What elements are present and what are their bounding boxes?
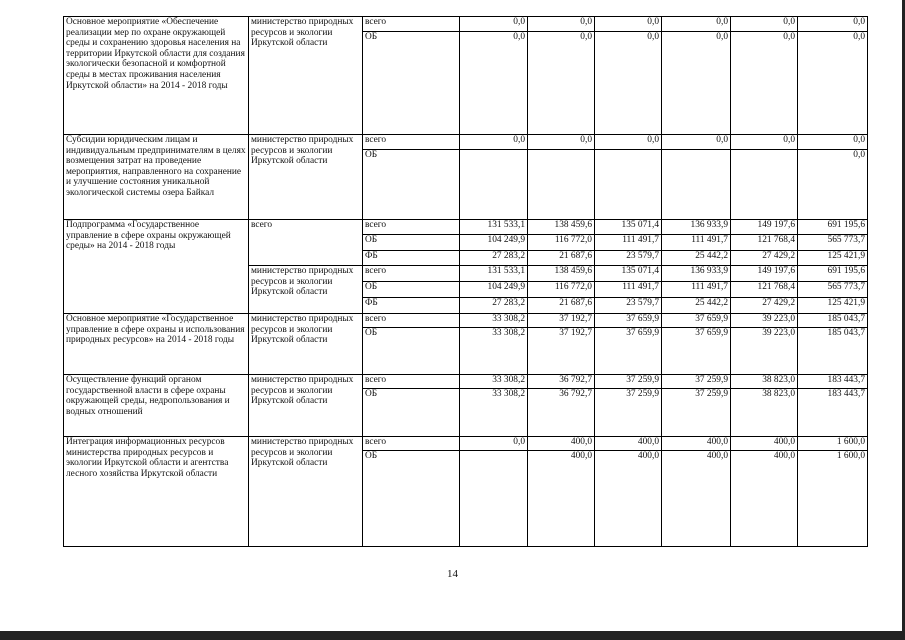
amount-cell: 0,0	[460, 135, 528, 150]
funding-source-cell: ОБ	[363, 32, 460, 135]
amount-cell: 0,0	[595, 17, 662, 32]
amount-cell: 400,0	[528, 437, 595, 451]
amount-cell: 23 579,7	[595, 298, 662, 314]
amount-cell: 136 933,9	[662, 266, 731, 282]
amount-cell: 37 659,9	[662, 314, 731, 328]
amount-cell	[460, 451, 528, 547]
page-border-bottom	[0, 631, 905, 640]
amount-cell: 39 223,0	[731, 314, 798, 328]
amount-cell: 400,0	[528, 451, 595, 547]
program-name-cell: Подпрограмма «Государственное управление в сфере охраны окружающей среды» на 2014 - 2018 годы	[64, 220, 249, 314]
amount-cell: 111 491,7	[595, 235, 662, 251]
program-name-cell: Основное мероприятие «Государственное управление в сфере охраны и использования природных ресурсов» на 2014 - 2018 годы	[64, 314, 249, 375]
amount-cell: 0,0	[460, 17, 528, 32]
amount-cell: 0,0	[798, 135, 868, 150]
amount-cell: 0,0	[595, 135, 662, 150]
budget-table	[63, 16, 868, 547]
amount-cell: 38 823,0	[731, 375, 798, 389]
amount-cell: 0,0	[798, 17, 868, 32]
amount-cell: 0,0	[798, 32, 868, 135]
amount-cell: 135 071,4	[595, 266, 662, 282]
amount-cell: 36 792,7	[528, 389, 595, 437]
amount-cell: 125 421,9	[798, 251, 868, 266]
amount-cell: 39 223,0	[731, 328, 798, 375]
amount-cell: 33 308,2	[460, 389, 528, 437]
amount-cell: 37 192,7	[528, 328, 595, 375]
amount-cell	[595, 150, 662, 220]
amount-cell: 1 600,0	[798, 451, 868, 547]
program-name-cell: Осуществление функций органом государственной власти в сфере охраны окружающей среды, недропользования и водных отношений	[64, 375, 249, 437]
executor-cell: министерство природных ресурсов и экологии Иркутской области	[249, 17, 363, 135]
amount-cell	[460, 150, 528, 220]
amount-cell: 0,0	[731, 17, 798, 32]
amount-cell: 111 491,7	[595, 282, 662, 298]
amount-cell: 104 249,9	[460, 282, 528, 298]
amount-cell: 0,0	[662, 135, 731, 150]
amount-cell: 0,0	[662, 17, 731, 32]
amount-cell: 400,0	[595, 437, 662, 451]
amount-cell: 0,0	[528, 135, 595, 150]
amount-cell: 0,0	[528, 17, 595, 32]
funding-source-cell: всего	[363, 375, 460, 389]
program-name-cell: Интеграция информационных ресурсов министерства природных ресурсов и экологии Иркутской области и агентства лесного хозяйства Иркутской области	[64, 437, 249, 547]
executor-cell: министерство природных ресурсов и экологии Иркутской области	[249, 375, 363, 437]
amount-cell	[528, 150, 595, 220]
page-number: 14	[447, 568, 458, 580]
amount-cell: 27 429,2	[731, 298, 798, 314]
amount-cell: 25 442,2	[662, 251, 731, 266]
funding-source-cell: всего	[363, 135, 460, 150]
amount-cell: 149 197,6	[731, 220, 798, 235]
funding-source-cell: ФБ	[363, 298, 460, 314]
program-name-cell: Субсидии юридическим лицам и индивидуальным предпринимателям в целях возмещения затрат на проведение мероприятия, направленного на сохранение и улучшение состояния уникальной экологической системы озера Байкал	[64, 135, 249, 220]
amount-cell	[731, 150, 798, 220]
amount-cell: 0,0	[662, 32, 731, 135]
amount-cell: 33 308,2	[460, 314, 528, 328]
amount-cell: 23 579,7	[595, 251, 662, 266]
amount-cell: 116 772,0	[528, 282, 595, 298]
amount-cell: 400,0	[595, 451, 662, 547]
amount-cell: 400,0	[731, 437, 798, 451]
amount-cell: 0,0	[595, 32, 662, 135]
table-row	[64, 437, 868, 451]
amount-cell: 138 459,6	[528, 266, 595, 282]
amount-cell: 21 687,6	[528, 251, 595, 266]
funding-source-cell: всего	[363, 266, 460, 282]
amount-cell: 27 283,2	[460, 251, 528, 266]
amount-cell: 0,0	[460, 437, 528, 451]
table-row	[64, 135, 868, 150]
amount-cell: 0,0	[798, 150, 868, 220]
table-row	[64, 375, 868, 389]
amount-cell: 0,0	[528, 32, 595, 135]
amount-cell: 400,0	[662, 437, 731, 451]
amount-cell: 400,0	[731, 451, 798, 547]
amount-cell: 0,0	[731, 135, 798, 150]
amount-cell: 149 197,6	[731, 266, 798, 282]
amount-cell: 183 443,7	[798, 375, 868, 389]
amount-cell: 565 773,7	[798, 282, 868, 298]
amount-cell: 691 195,6	[798, 266, 868, 282]
funding-source-cell: всего	[363, 314, 460, 328]
funding-source-cell: ОБ	[363, 389, 460, 437]
amount-cell: 37 192,7	[528, 314, 595, 328]
amount-cell: 138 459,6	[528, 220, 595, 235]
amount-cell: 37 259,9	[662, 375, 731, 389]
executor-cell: всего	[249, 220, 363, 266]
table-row	[64, 314, 868, 328]
amount-cell: 1 600,0	[798, 437, 868, 451]
funding-source-cell: ОБ	[363, 150, 460, 220]
amount-cell: 565 773,7	[798, 235, 868, 251]
amount-cell: 37 659,9	[595, 328, 662, 375]
amount-cell: 400,0	[662, 451, 731, 547]
amount-cell: 37 659,9	[662, 328, 731, 375]
amount-cell: 37 259,9	[595, 389, 662, 437]
executor-cell: министерство природных ресурсов и экологии Иркутской области	[249, 135, 363, 220]
amount-cell: 37 259,9	[662, 389, 731, 437]
amount-cell: 33 308,2	[460, 375, 528, 389]
amount-cell: 37 659,9	[595, 314, 662, 328]
amount-cell: 33 308,2	[460, 328, 528, 375]
amount-cell	[662, 150, 731, 220]
amount-cell: 38 823,0	[731, 389, 798, 437]
amount-cell: 27 429,2	[731, 251, 798, 266]
amount-cell: 121 768,4	[731, 282, 798, 298]
funding-source-cell: ОБ	[363, 282, 460, 298]
amount-cell: 111 491,7	[662, 235, 731, 251]
amount-cell: 185 043,7	[798, 328, 868, 375]
amount-cell: 21 687,6	[528, 298, 595, 314]
amount-cell: 0,0	[460, 32, 528, 135]
executor-cell: министерство природных ресурсов и экологии Иркутской области	[249, 266, 363, 314]
amount-cell: 183 443,7	[798, 389, 868, 437]
funding-source-cell: всего	[363, 220, 460, 235]
amount-cell: 136 933,9	[662, 220, 731, 235]
amount-cell: 25 442,2	[662, 298, 731, 314]
amount-cell: 0,0	[731, 32, 798, 135]
amount-cell: 27 283,2	[460, 298, 528, 314]
amount-cell: 116 772,0	[528, 235, 595, 251]
funding-source-cell: всего	[363, 17, 460, 32]
funding-source-cell: ФБ	[363, 251, 460, 266]
executor-cell: министерство природных ресурсов и экологии Иркутской области	[249, 314, 363, 375]
amount-cell: 185 043,7	[798, 314, 868, 328]
funding-source-cell: всего	[363, 437, 460, 451]
executor-cell: министерство природных ресурсов и экологии Иркутской области	[249, 437, 363, 547]
amount-cell: 104 249,9	[460, 235, 528, 251]
funding-source-cell: ОБ	[363, 235, 460, 251]
funding-source-cell: ОБ	[363, 451, 460, 547]
table-row	[64, 17, 868, 32]
amount-cell: 37 259,9	[595, 375, 662, 389]
funding-source-cell: ОБ	[363, 328, 460, 375]
program-name-cell: Основное мероприятие «Обеспечение реализации мер по охране окружающей среды и сохранению здоровья населения на территории Иркутской области для создания экологически безопасной и комфортной среды в местах проживания населения Иркутской области» на 2014 - 2018 годы	[64, 17, 249, 135]
amount-cell: 691 195,6	[798, 220, 868, 235]
amount-cell: 131 533,1	[460, 266, 528, 282]
table-row	[64, 220, 868, 235]
amount-cell: 121 768,4	[731, 235, 798, 251]
amount-cell: 125 421,9	[798, 298, 868, 314]
amount-cell: 135 071,4	[595, 220, 662, 235]
amount-cell: 111 491,7	[662, 282, 731, 298]
amount-cell: 36 792,7	[528, 375, 595, 389]
amount-cell: 131 533,1	[460, 220, 528, 235]
